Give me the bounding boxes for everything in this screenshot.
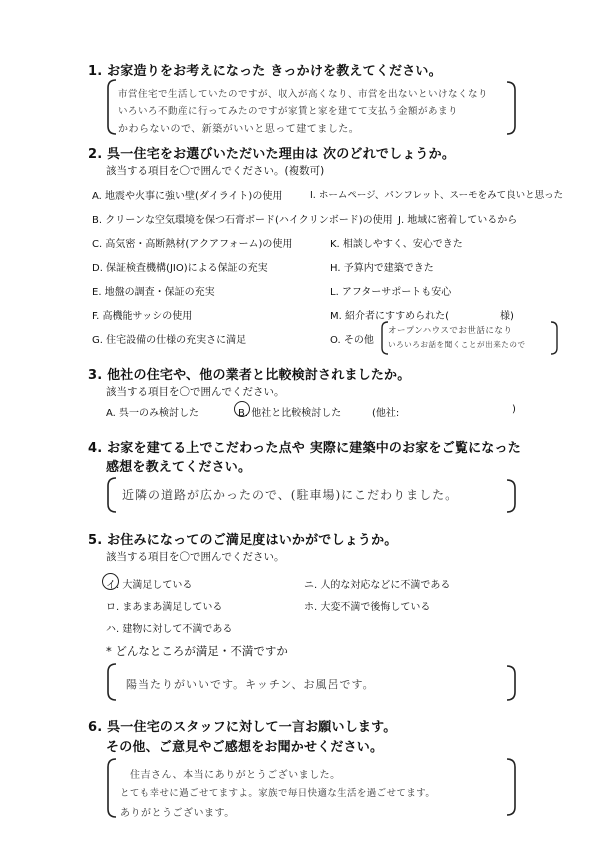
answer-6-line-2: とても幸せに過ごせてますよ。家族で毎日快適な生活を過ごせてます。 bbox=[120, 788, 436, 799]
question-3-note: 該当する項目を〇で囲んでください。 bbox=[106, 386, 285, 398]
reason-c: C. 高気密・高断熱材(アクアフォーム)の使用 bbox=[92, 239, 293, 250]
reason-o: O. その他 bbox=[330, 335, 374, 346]
other-answer-line-2: いろいろお話を聞くことが出来たので bbox=[388, 340, 526, 349]
reason-h: H. 予算内で建築できた bbox=[330, 263, 434, 274]
question-3-title: 3. 他社の住宅や、他の業者と比較検討されましたか。 bbox=[88, 368, 411, 383]
satisfaction-option-ni: ニ. 人的な対応などに不満である bbox=[304, 580, 451, 591]
answer-4-close-bracket bbox=[505, 478, 517, 514]
other-answer-line-1: オープンハウスでお世話になり bbox=[388, 326, 513, 336]
satisfaction-option-ro: ロ. まあまあ満足している bbox=[106, 602, 223, 613]
reason-j: J. 地域に密着しているから bbox=[398, 215, 518, 226]
answer-1-line-3: かわらないので、新築がいいと思って建てました。 bbox=[118, 124, 360, 135]
question-2-title: 2. 呉一住宅をお選びいただいた理由は 次のどれでしょうか。 bbox=[88, 147, 456, 162]
reason-g: G. 住宅設備の仕様の充実さに満足 bbox=[92, 335, 247, 346]
question-2-note: 該当する項目を〇で囲んでください。(複数可) bbox=[106, 165, 325, 177]
question-6-title-line-2: その他、ご意見やご感想をお聞かせください。 bbox=[106, 740, 384, 755]
answer-6-open-bracket bbox=[106, 757, 118, 819]
answer-6-close-bracket bbox=[505, 757, 517, 817]
answer-6-line-3: ありがとうございます。 bbox=[120, 808, 235, 819]
question-4-title-line-2: 感想を教えてください。 bbox=[106, 460, 252, 475]
reason-f: F. 高機能サッシの使用 bbox=[92, 311, 193, 322]
reason-d: D. 保証検査機構(JIO)による保証の充実 bbox=[92, 263, 268, 274]
answer-1-line-1: 市営住宅で生活していたのですが、収入が高くなり、市営を出ないといけなくなり bbox=[118, 89, 489, 100]
answer-1-open-bracket bbox=[106, 78, 118, 136]
reason-a: A. 地震や火事に強い壁(ダイライト)の使用 bbox=[92, 191, 283, 202]
question-5-note: 該当する項目を〇で囲んでください。 bbox=[106, 551, 285, 563]
reason-l: L. アフターサポートも安心 bbox=[330, 287, 452, 298]
reason-m-suffix: 様) bbox=[500, 311, 514, 322]
question-4-title-line-1: 4. お家を建てる上でこだわった点や 実際に建築中のお家をご覧になった bbox=[88, 441, 521, 456]
satisfaction-option-ho: ホ. 大変不満で後悔している bbox=[304, 602, 431, 613]
answer-6-line-1: 住吉さん、本当にありがとうございました。 bbox=[130, 770, 341, 781]
satisfaction-option-ha: ハ. 建物に対して不満である bbox=[106, 624, 233, 635]
answer-1-close-bracket bbox=[505, 80, 517, 136]
answer-5-open-bracket bbox=[106, 662, 118, 702]
other-company-close: ) bbox=[512, 404, 516, 415]
reason-i: I. ホームページ、パンフレット、スーモをみて良いと思った bbox=[310, 190, 564, 201]
question-1-title: 1. お家造りをお考えになった きっかけを教えてください。 bbox=[88, 64, 442, 79]
answer-1-line-2: いろいろ不動産に行ってみたのですが家賃と家を建てて支払う金額があまり bbox=[118, 106, 459, 117]
answer-4-text: 近隣の道路が広かったので、(駐車場)にこだわりました。 bbox=[122, 488, 459, 502]
reason-m: M. 紹介者にすすめられた( bbox=[330, 311, 449, 322]
question-6-title-line-1: 6. 呉一住宅のスタッフに対して一言お願いします。 bbox=[88, 720, 397, 735]
reason-b: B. クリーンな空気環境を保つ石膏ボード(ハイクリンボード)の使用 bbox=[92, 215, 393, 226]
question-5-title: 5. お住みになってのご満足度はいかがでしょうか。 bbox=[88, 533, 398, 548]
reason-k: K. 相談しやすく、安心できた bbox=[330, 239, 463, 250]
reason-e: E. 地盤の調査・保証の充実 bbox=[92, 287, 215, 298]
option-b-compared: B. 他社と比較検討した bbox=[238, 408, 342, 419]
answer-4-open-bracket bbox=[106, 476, 118, 514]
answer-5-close-bracket bbox=[505, 664, 517, 702]
other-company-label: (他社: bbox=[372, 408, 400, 419]
question-5-subquestion: * どんなところが満足・不満ですか bbox=[106, 644, 288, 658]
option-a-only: A. 呉一のみ検討した bbox=[106, 408, 200, 419]
answer-5-text: 陽当たりがいいです。キッチン、お風呂です。 bbox=[126, 678, 375, 691]
other-close-bracket bbox=[549, 320, 559, 356]
satisfaction-option-i: イ. 大満足している bbox=[106, 580, 193, 591]
